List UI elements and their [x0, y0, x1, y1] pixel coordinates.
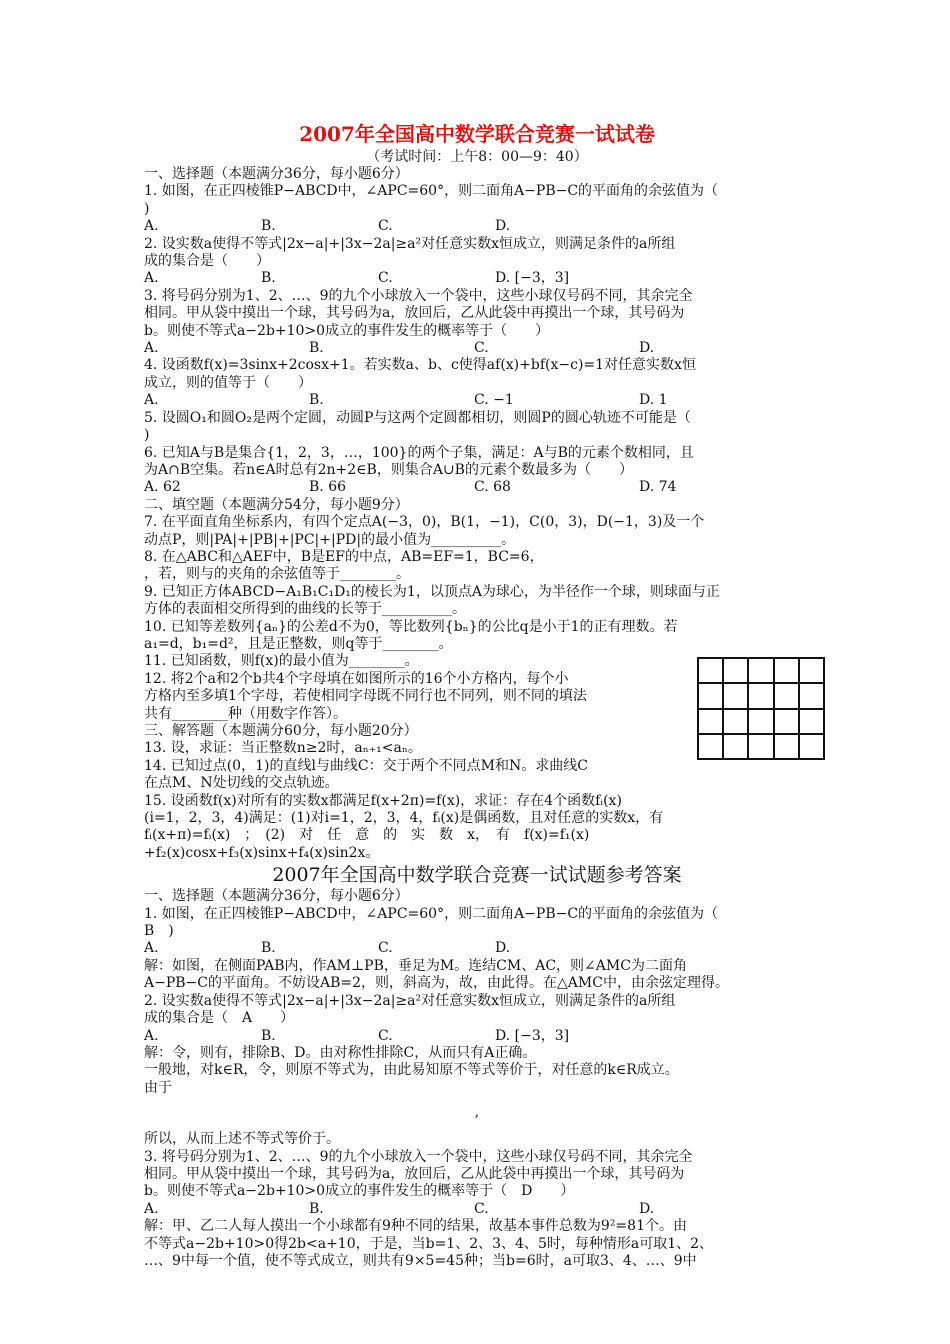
grid-cell — [799, 709, 824, 734]
solution-2-cont: 所以，从而上述不等式等价于。 — [144, 1131, 340, 1148]
grid-cell — [698, 734, 723, 759]
exam-title: 2007年全国高中数学联合竞赛一试试卷 — [299, 122, 655, 146]
question-6-cont: 为A∩B空集。若n∈A时总有2n+2∈B，则集合A∪B的元素个数最多为（ ） — [144, 461, 633, 478]
grid-cell — [774, 683, 799, 708]
question-8-cont: ，若，则与的夹角的余弦值等于________。 — [144, 566, 410, 583]
answer-2: 2. 设实数a使得不等式|2x−a|+|3x−2a|≥a²对任意实数x恒成立，则满足条件的a所组 — [144, 992, 676, 1009]
answer-1-options: A. B. C. D. — [144, 940, 511, 957]
question-15-cont: (i=1，2，3，4)满足：(1)对i=1，2，3，4，fᵢ(x)是偶函数，且对任意的实数x，有 — [144, 810, 664, 827]
grid-cell — [774, 658, 799, 683]
solution-2-cont: 由于 — [144, 1079, 172, 1096]
question-12-cont: 方格内至多填1个字母，若使相同字母既不同行也不同列，则不同的填法 — [144, 688, 587, 705]
grid-cell — [799, 658, 824, 683]
question-3-cont: 相同。甲从袋中摸出一个球，其号码为a，放回后，乙从此袋中再摸出一个球，其号码为 — [144, 305, 685, 322]
question-12-cont: 共有________种（用数字作答）。 — [144, 705, 347, 722]
question-7: 7. 在平面直角坐标系内，有四个定点A(−3，0)，B(1，−1)，C(0，3)，D(−1，3)及一个 — [144, 514, 705, 531]
answer-3-options: A. B. C. D. — [144, 1200, 655, 1217]
section-heading: 二、填空题（本题满分54分，每小题9分） — [144, 496, 409, 513]
grid-cell — [799, 683, 824, 708]
question-8: 8. 在△ABC和△AEF中，B是EF的中点，AB=EF=1，BC=6， — [144, 548, 544, 565]
solution-3: 解：甲、乙二人每人摸出一个小球都有9种不同的结果，故基本事件总数为9²=81个。由 — [144, 1218, 687, 1235]
answer-title: 2007年全国高中数学联合竞赛一试试题参考答案 — [272, 864, 682, 887]
question-15: 15. 设函数f(x)对所有的实数x都满足f(x+2π)=f(x)，求证：存在4个函数fᵢ(x) — [144, 792, 622, 809]
solution-2-comma: , — [474, 1104, 480, 1121]
question-6-options: A. 62 B. 66 C. 68 D. 74 — [144, 479, 677, 496]
grid-cell — [748, 683, 773, 708]
question-3-cont: b。则使不等式a−2b+10>0成立的事件发生的概率等于（ ） — [144, 322, 550, 339]
question-11: 11. 已知函数，则f(x)的最小值为________。 — [144, 653, 419, 670]
grid-cell — [774, 734, 799, 759]
question-10-cont: a₁=d，b₁=d²，且是正整数，则q等于________。 — [144, 635, 453, 652]
answer-2-cont: 成的集合是（ A ） — [144, 1010, 295, 1027]
answer-2-options: A. B. C. D. [−3，3] — [144, 1027, 570, 1044]
section-heading: 三、解答题（本题满分60分，每小题20分） — [144, 723, 418, 739]
grid-cell — [748, 658, 773, 683]
solution-3-cont: 不等式a−2b+10>0得2b<a+10，于是，当b=1、2、3、4、5时，每种情形a可取1、2、 — [144, 1235, 714, 1252]
question-4: 4. 设函数f(x)=3sinx+2cosx+1。若实数a、b、c使得af(x)+bf(x−c)=1对任意实数x恒 — [144, 357, 696, 374]
question-1: 1. 如图，在正四棱锥P−ABCD中，∠APC=60°，则二面角A−PB−C的平面角的余弦值为（ — [144, 183, 719, 200]
question-3: 3. 将号码分别为1、2、…、9的九个小球放入一个袋中，这些小球仅号码不同，其余完全 — [144, 287, 693, 304]
grid-cell — [799, 734, 824, 759]
question-2-options: A. B. C. D. [−3，3] — [144, 270, 570, 287]
solution-3-cont: …、9中每一个值，使不等式成立，则共有9×5=45种；当b=6时，a可取3、4、…、9中 — [144, 1252, 697, 1269]
question-2: 2. 设实数a使得不等式|2x−a|+|3x−2a|≥a²对任意实数x恒成立，则满足条件的a所组 — [144, 235, 676, 252]
question-9-cont: 方体的表面相交所得到的曲线的长等于__________。 — [144, 601, 466, 618]
grid-cell — [698, 658, 723, 683]
grid-cell — [723, 709, 748, 734]
section-heading: 一、选择题（本题满分36分，每小题6分） — [144, 166, 409, 182]
question-2-cont: 成的集合是（ ） — [144, 253, 270, 270]
question-3-options: A. B. C. D. — [144, 340, 655, 357]
question-13: 13. 设，求证：当正整数n≥2时，aₙ₊₁<aₙ。 — [144, 740, 422, 757]
grid-cell — [723, 683, 748, 708]
question-1-options: A. B. C. D. — [144, 218, 511, 235]
grid-cell — [723, 658, 748, 683]
grid-cell — [698, 683, 723, 708]
question-14: 14. 已知过点(0，1)的直线l与曲线C：交于两个不同点M和N。求曲线C — [144, 757, 588, 774]
question-14-cont: 在点M、N处切线的交点轨迹。 — [144, 775, 339, 792]
question-5: 5. 设圆O₁和圆O₂是两个定圆，动圆P与这两个定圆都相切，则圆P的圆心轨迹不可能是（ — [144, 409, 691, 426]
answer-1-cont: B ) — [144, 923, 174, 940]
solution-1-cont: A−PB−C的平面角。不妨设AB=2，则，斜高为，故，由此得。在△AMC中，由余弦定理得。 — [144, 975, 729, 992]
question-4-options: A. B. C. −1 D. 1 — [144, 392, 668, 409]
question-12: 12. 将2个a和2个b共4个字母填在如图所示的16个小方格内，每个小 — [144, 670, 569, 687]
exam-subtitle: （考试时间：上午8：00—9：40） — [366, 149, 588, 165]
question-10: 10. 已知等差数列{aₙ}的公差d不为0，等比数列{bₙ}的公比q是小于1的正有理数。若 — [144, 618, 678, 635]
grid-cell — [723, 734, 748, 759]
answer-3-cont: b。则使不等式a−2b+10>0成立的事件发生的概率等于（ D ） — [144, 1183, 575, 1200]
question-12-grid-figure — [697, 657, 825, 760]
question-15-cont: fᵢ(x+π)=fᵢ(x) ； (2) 对 任 意 的 实 数 x， 有 f(x)=f₁(x) — [144, 827, 590, 844]
grid-cell — [748, 734, 773, 759]
answer-1: 1. 如图，在正四棱锥P−ABCD中，∠APC=60°，则二面角A−PB−C的平面角的余弦值为（ — [144, 905, 719, 922]
answer-3: 3. 将号码分别为1、2、…、9的九个小球放入一个袋中，这些小球仅号码不同，其余完全 — [144, 1148, 693, 1165]
solution-1: 解：如图，在侧面PAB内，作AM⊥PB，垂足为M。连结CM、AC，则∠AMC为二面角 — [144, 957, 687, 974]
question-1-cont: ) — [144, 200, 150, 217]
question-7-cont: 动点P，则|PA|+|PB|+|PC|+|PD|的最小值为__________。 — [144, 531, 516, 548]
question-15-cont: +f₂(x)cosx+f₃(x)sinx+f₄(x)sin2x。 — [144, 844, 380, 861]
question-9: 9. 已知正方体ABCD−A₁B₁C₁D₁的棱长为1，以顶点A为球心，为半径作一个球，则球面与正 — [144, 583, 720, 600]
grid-cell — [748, 709, 773, 734]
section-heading: 一、选择题（本题满分36分，每小题6分） — [144, 888, 409, 905]
question-4-cont: 成立，则的值等于（ ） — [144, 374, 312, 391]
grid-cell — [698, 709, 723, 734]
question-5-cont: ) — [144, 427, 150, 444]
question-6: 6. 已知A与B是集合{1，2，3，…，100}的两个子集，满足：A与B的元素个数相同，且 — [144, 444, 694, 461]
grid-cell — [774, 709, 799, 734]
solution-2-cont: 一般地，对k∈R，令，则原不等式为，由此易知原不等式等价于，对任意的k∈R成立。 — [144, 1062, 679, 1079]
solution-2: 解：令，则有，排除B、D。由对称性排除C，从而只有A正确。 — [144, 1044, 537, 1061]
answer-3-cont: 相同。甲从袋中摸出一个球，其号码为a，放回后，乙从此袋中再摸出一个球，其号码为 — [144, 1165, 685, 1182]
